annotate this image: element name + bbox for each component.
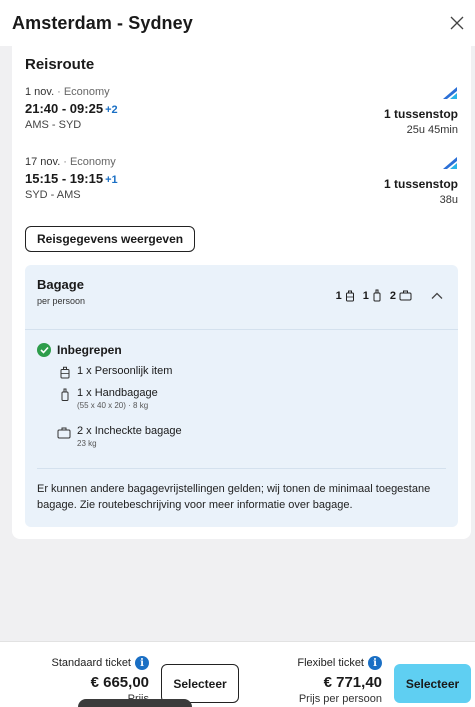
- fare-label: [297, 656, 382, 670]
- leg-date: 17 nov.: [25, 156, 61, 168]
- check-circle-icon: [37, 343, 51, 357]
- baggage-count: 1: [362, 289, 369, 302]
- baggage-disclaimer: Er kunnen andere bagagevrijstellingen gelden; wij tonen de minimaal toegestane bagage. Zie routebeschrijving voor meer informatie over bagage.: [37, 483, 431, 511]
- fare-name: Flexibel ticket: [297, 657, 364, 669]
- baggage-item-cabin: [59, 387, 158, 410]
- fare-selection-bar: [0, 641, 475, 707]
- baggage-item-personal: [59, 365, 172, 379]
- included-heading: [37, 343, 122, 357]
- leg-summary: [384, 156, 458, 206]
- fare-name: Standaard ticket: [51, 657, 131, 669]
- chevron-up-icon[interactable]: [430, 289, 444, 303]
- day-offset: +2: [105, 104, 118, 116]
- baggage-summary-personal: [336, 290, 355, 302]
- select-flexible-button[interactable]: Selecteer: [394, 664, 471, 703]
- close-icon: [450, 16, 464, 30]
- fare-price: € 665,00: [90, 674, 149, 691]
- fare-flexible: [297, 656, 382, 705]
- info-icon[interactable]: i: [135, 656, 149, 670]
- checked-bag-icon: [399, 290, 412, 301]
- baggage-summary-checked: [390, 290, 412, 302]
- divider: [37, 468, 446, 469]
- toast-overlay: [78, 699, 192, 707]
- day-offset: +1: [105, 174, 118, 186]
- leg-duration: 25u 45min: [406, 124, 458, 136]
- baggage-item-label: 1 x Persoonlijk item: [77, 365, 173, 377]
- included-label: Inbegrepen: [57, 343, 122, 357]
- leg-time-range: 15:15 - 19:15: [25, 171, 104, 186]
- baggage-panel: [25, 265, 458, 527]
- leg-stops: 1 tussenstop: [383, 177, 458, 191]
- baggage-item-detail: 23 kg: [77, 439, 97, 448]
- baggage-count: 2: [389, 289, 396, 302]
- baggage-summary-cabin: [363, 289, 382, 302]
- fare-standard: [52, 656, 150, 705]
- baggage-summary: [336, 289, 412, 302]
- leg-route: SYD - AMS: [25, 189, 81, 201]
- itinerary-card: [12, 46, 471, 539]
- cabin-bag-icon: [59, 388, 71, 401]
- leg-summary: [384, 86, 458, 136]
- sheet-header: [0, 0, 475, 46]
- itinerary-leg-outbound: [25, 86, 458, 136]
- fare-price: € 771,40: [323, 674, 382, 691]
- airline-logo-icon: [442, 156, 458, 170]
- airline-logo-icon: [442, 86, 458, 100]
- baggage-count: 1: [335, 289, 342, 302]
- baggage-subtitle: per persoon: [37, 296, 86, 306]
- divider: [25, 329, 458, 330]
- view-travel-details-button[interactable]: Reisgegevens weergeven: [25, 226, 195, 252]
- page-title: Amsterdam - Sydney: [12, 12, 193, 33]
- meta-separator: ·: [63, 156, 67, 168]
- close-button[interactable]: [447, 13, 467, 33]
- leg-duration: 38u: [439, 194, 458, 206]
- leg-date: 1 nov.: [25, 86, 55, 98]
- baggage-item-checked: [57, 425, 182, 448]
- leg-cabin: Economy: [69, 156, 116, 168]
- itinerary-title: Reisroute: [25, 56, 95, 73]
- cabin-bag-icon: [372, 289, 382, 302]
- itinerary-leg-return: [25, 156, 458, 206]
- personal-item-icon: [59, 366, 71, 379]
- baggage-accordion-header[interactable]: [25, 265, 458, 329]
- fare-caption: Prijs per persoon: [298, 693, 382, 705]
- personal-item-icon: [345, 290, 355, 302]
- checked-bag-icon: [57, 426, 71, 439]
- leg-time-range: 21:40 - 09:25: [25, 101, 104, 116]
- baggage-title: Bagage: [37, 277, 84, 292]
- leg-cabin: Economy: [63, 86, 110, 98]
- meta-separator: ·: [57, 86, 61, 98]
- fare-label: [52, 656, 150, 670]
- leg-route: AMS - SYD: [25, 119, 82, 131]
- baggage-item-label: 1 x Handbagage: [77, 387, 158, 399]
- baggage-item-label: 2 x Incheckte bagage: [77, 425, 182, 437]
- baggage-item-detail: (55 x 40 x 20) · 8 kg: [77, 401, 149, 410]
- select-standard-button[interactable]: Selecteer: [161, 664, 239, 703]
- info-icon[interactable]: i: [368, 656, 382, 670]
- leg-stops: 1 tussenstop: [383, 107, 458, 121]
